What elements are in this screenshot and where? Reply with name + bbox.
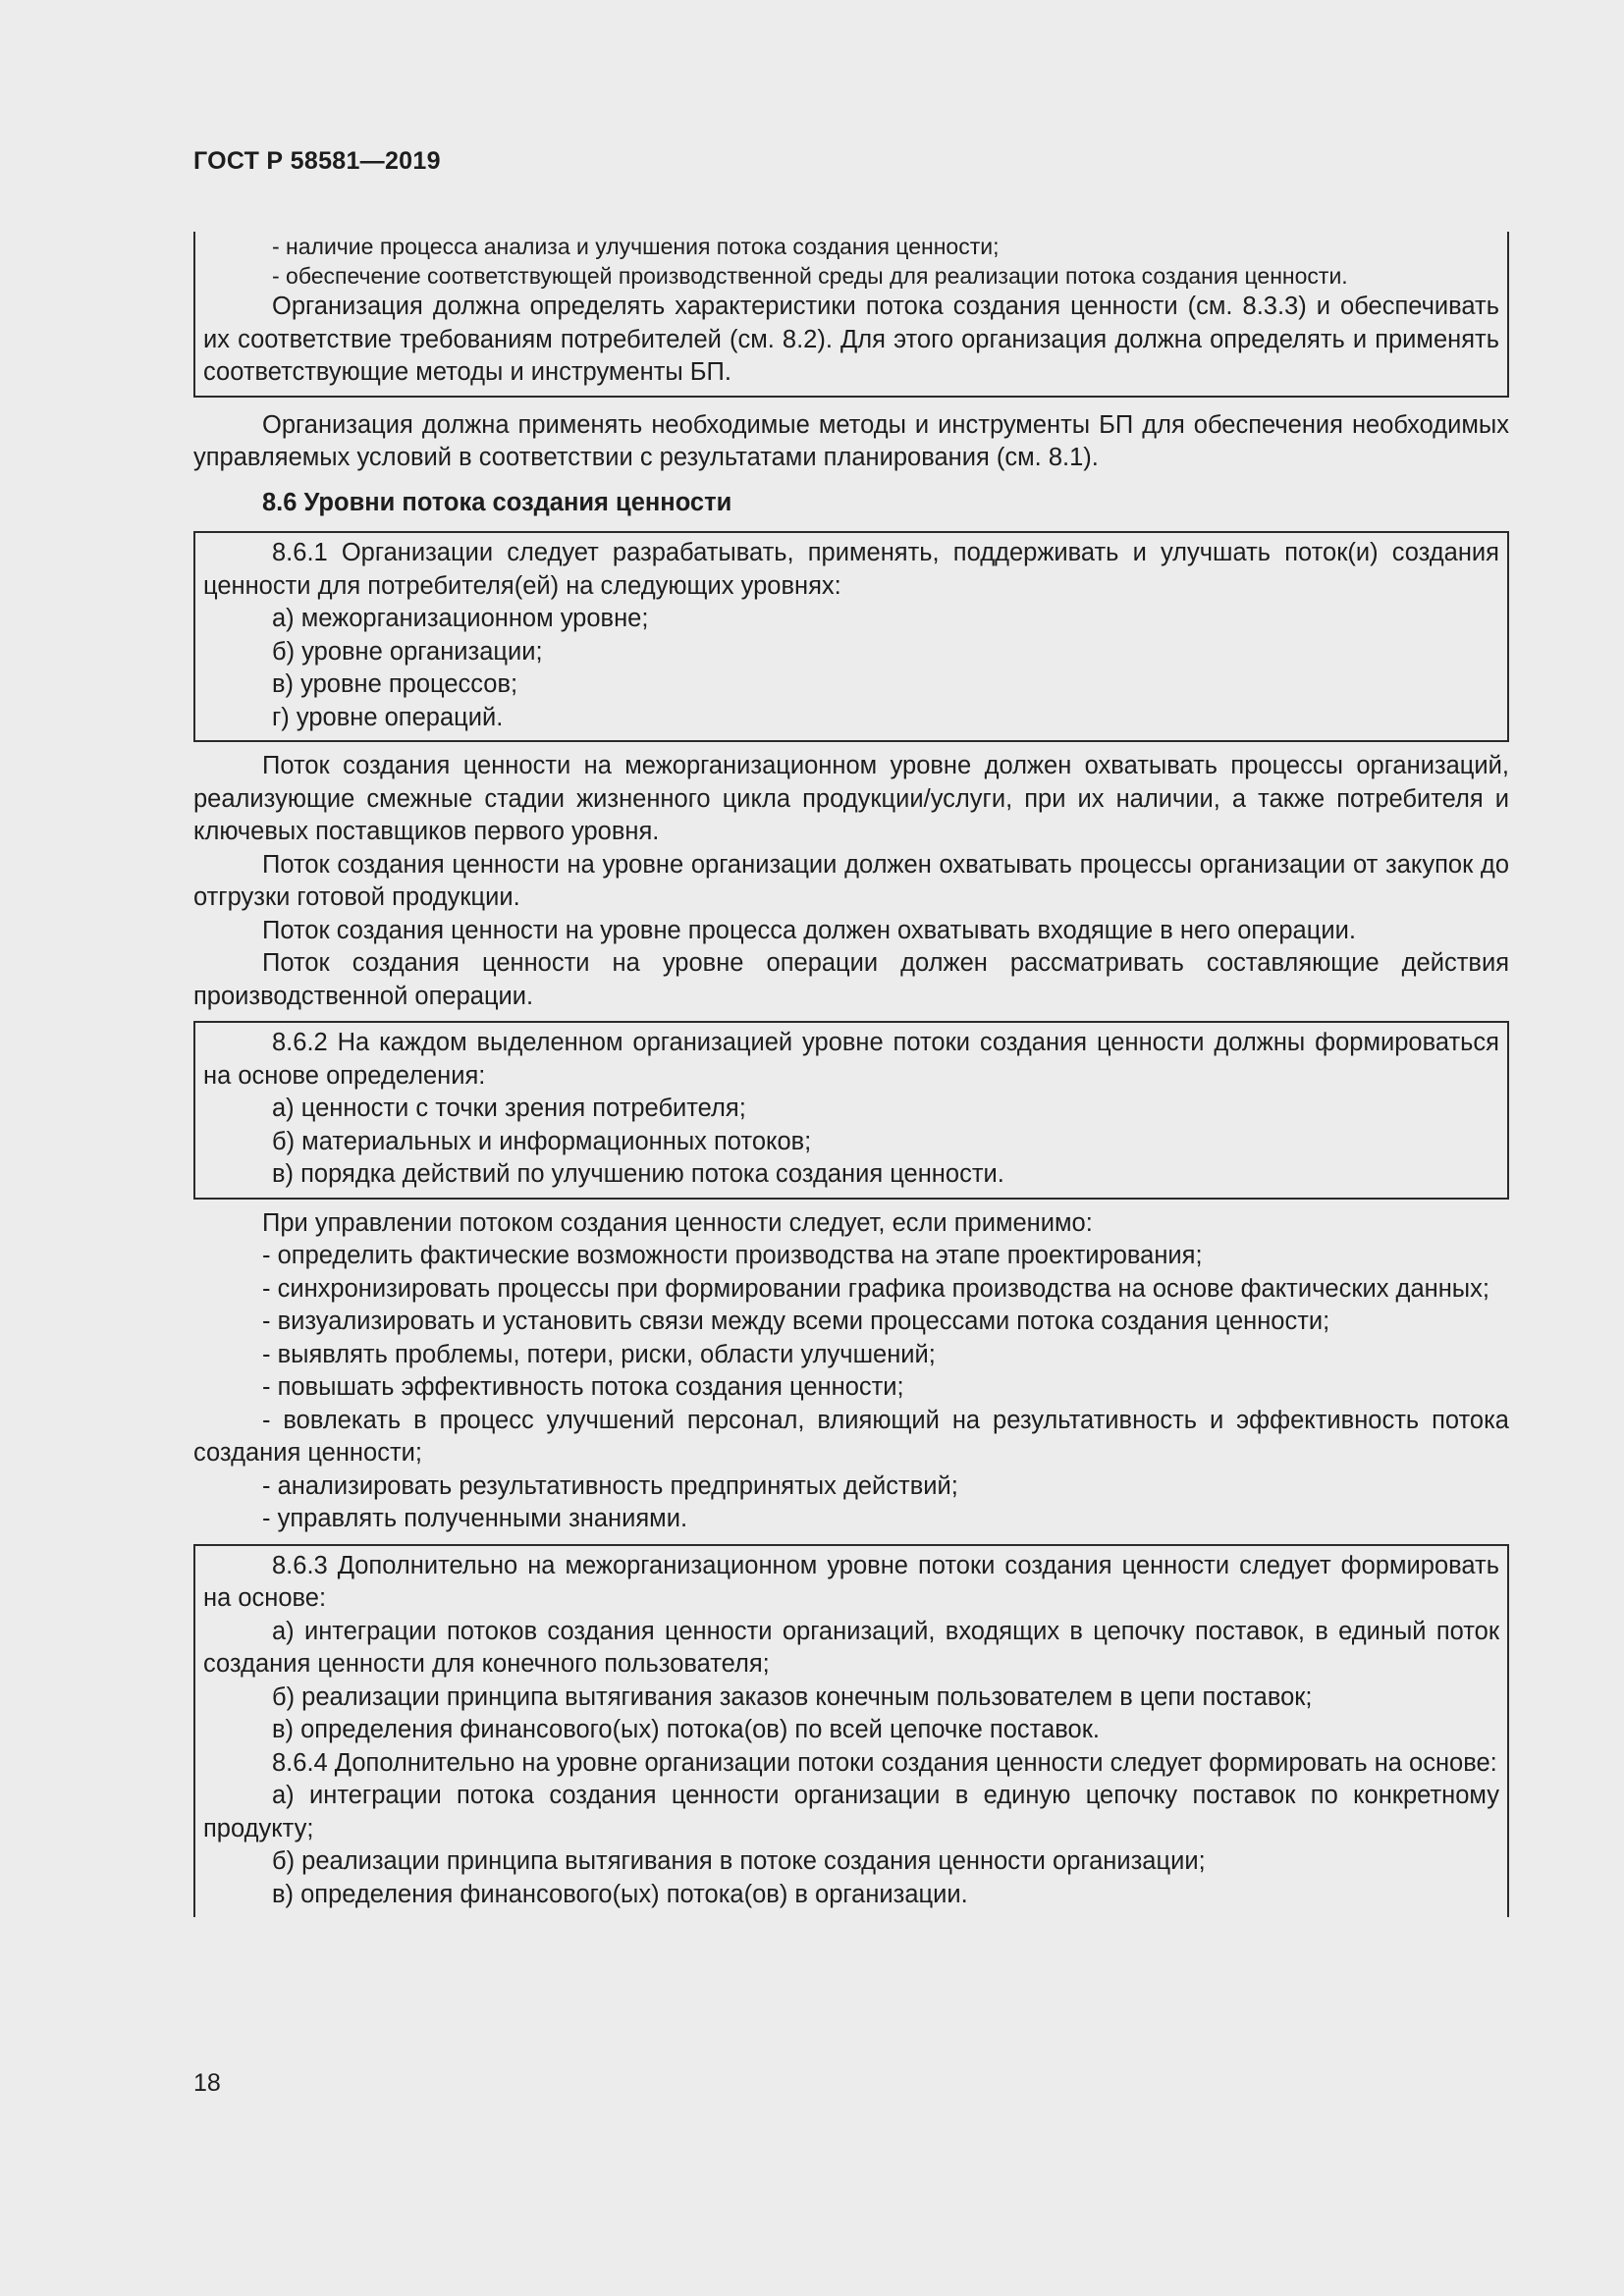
clause-intro: 8.6.1 Организации следует разрабатывать, применять, поддерживать и улучшать поток(и) создания ценности для потребителя(ей) на следующих уровнях: bbox=[203, 539, 1499, 600]
section-title: 8.6 Уровни потока создания ценности bbox=[262, 488, 732, 516]
list-item: б) уровне организации; bbox=[272, 637, 543, 666]
list-item: а) межорганизационном уровне; bbox=[272, 605, 649, 632]
paragraph: Поток создания ценности на уровне операции должен рассматривать составляющие действия производственной операции. bbox=[193, 949, 1509, 1010]
list-item: - управлять полученными знаниями. bbox=[262, 1505, 688, 1532]
paragraph: Поток создания ценности на уровне организации должен охватывать процессы организации от закупок до отгрузки готовой продукции. bbox=[193, 850, 1509, 911]
list-item: б) реализации принципа вытягивания заказов конечным пользователем в цепи поставок; bbox=[272, 1682, 1313, 1711]
list-item: б) реализации принципа вытягивания в потоке создания ценности организации; bbox=[272, 1847, 1206, 1875]
paragraph: Поток создания ценности на межорганизационном уровне должен охватывать процессы организаций, реализующие смежные стадии жизненного цикла продукции/услуги, при их наличии, а также потребителя и ключевых поставщиков первого уровня. bbox=[193, 752, 1509, 845]
list-item: в) уровне процессов; bbox=[272, 670, 518, 698]
paragraph: Поток создания ценности на уровне процесса должен охватывать входящие в него операции. bbox=[262, 916, 1356, 944]
list-item: - вовлекать в процесс улучшений персонал, влияющий на результативность и эффективность потока создания ценности; bbox=[193, 1406, 1509, 1467]
list-item: - синхронизировать процессы при формировании графика производства на основе фактических данных; bbox=[262, 1274, 1489, 1303]
list-item: б) материальных и информационных потоков; bbox=[272, 1127, 812, 1155]
page-number: 18 bbox=[193, 2069, 221, 2097]
requirement-box-8-6-1 bbox=[193, 531, 1509, 742]
clause-intro: 8.6.3 Дополнительно на межорганизационном уровне потоки создания ценности следует формировать на основе: bbox=[203, 1551, 1499, 1612]
list-item: - определить фактические возможности производства на этапе проектирования; bbox=[262, 1242, 1203, 1269]
list-item: - визуализировать и установить связи между всеми процессами потока создания ценности; bbox=[262, 1308, 1330, 1335]
list-item: г) уровне операций. bbox=[272, 703, 504, 731]
list-item: - обеспечение соответствующей производственной среды для реализации потока создания ценности. bbox=[272, 263, 1348, 289]
requirement-box-continued bbox=[193, 232, 1509, 398]
requirement-box-8-6-3 bbox=[193, 1544, 1509, 1918]
paragraph: Организация должна применять необходимые методы и инструменты БП для обеспечения необходимых управляемых условий в соответствии с результатами планирования (см. 8.1). bbox=[193, 410, 1509, 471]
requirement-box-8-6-2 bbox=[193, 1021, 1509, 1200]
list-item: а) ценности с точки зрения потребителя; bbox=[272, 1095, 746, 1122]
clause-intro: 8.6.2 На каждом выделенном организацией уровне потоки создания ценности должны формироваться на основе определения: bbox=[203, 1029, 1499, 1090]
list-item: - наличие процесса анализа и улучшения потока создания ценности; bbox=[272, 234, 1000, 259]
list-item: - анализировать результативность предпринятых действий; bbox=[262, 1471, 958, 1500]
page-content bbox=[193, 232, 1509, 1917]
list-item: - выявлять проблемы, потери, риски, области улучшений; bbox=[262, 1340, 936, 1368]
list-item: в) определения финансового(ых) потока(ов) в организации. bbox=[272, 1880, 968, 1908]
paragraph: При управлении потоком создания ценности следует, если применимо: bbox=[262, 1208, 1093, 1237]
document-code-header: ГОСТ Р 58581—2019 bbox=[193, 147, 441, 175]
list-item: а) интеграции потоков создания ценности организаций, входящих в цепочку поставок, в единый поток создания ценности для конечного пользователя; bbox=[203, 1617, 1499, 1678]
list-item: а) интеграции потока создания ценности организации в единую цепочку поставок по конкретному продукту; bbox=[203, 1782, 1499, 1842]
list-item: - повышать эффективность потока создания ценности; bbox=[262, 1373, 904, 1401]
list-item: в) порядка действий по улучшению потока создания ценности. bbox=[272, 1160, 1004, 1188]
clause-intro: 8.6.4 Дополнительно на уровне организации потоки создания ценности следует формировать на основе: bbox=[272, 1748, 1497, 1777]
paragraph: Организация должна определять характеристики потока создания ценности (см. 8.3.3) и обеспечивать их соответствие требованиям потребителей (см. 8.2). Для этого организация должна определять и применять соответствующие методы и инструменты БП. bbox=[203, 293, 1499, 386]
list-item: в) определения финансового(ых) потока(ов) по всей цепочке поставок. bbox=[272, 1716, 1100, 1743]
